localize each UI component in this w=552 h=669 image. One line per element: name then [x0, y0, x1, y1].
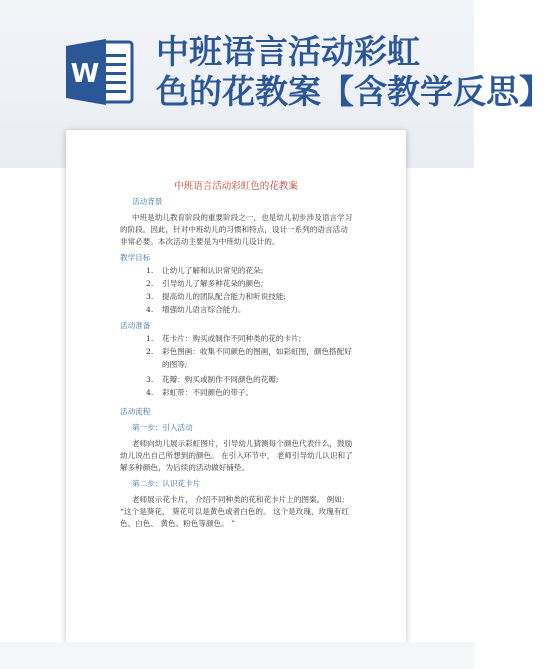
list-item: 让幼儿了解和认识常见的花朵; — [162, 266, 264, 275]
paragraph-line: 色、白色、 黄色、粉色等颜色。 ” — [120, 519, 236, 528]
banner-title-line-2: 色的花教案【含教学反思】 — [156, 72, 552, 111]
paragraph-line: 老师展示花卡片， 介绍不同种类的花和花卡片上的图案。 例如: — [132, 495, 345, 504]
paragraph-line: 的阶段。因此，针对中班幼儿的习惯和特点，设计一系列的语言活动 — [120, 225, 348, 234]
step-heading-2: 第二步：认识花卡片 — [132, 479, 201, 488]
svg-text:W: W — [70, 59, 100, 89]
list-number: 2. — [146, 347, 154, 356]
list-item: 彩色图画：收集不同颜色的图画，如彩虹图，颜色搭配好 — [162, 347, 352, 356]
list-item: 花瓣：购买或制作不同颜色的花瓣; — [162, 375, 279, 384]
page-bottom-edge — [0, 642, 474, 669]
banner-title-line-1: 中班语言活动彩虹 — [156, 32, 420, 71]
list-number: 4. — [146, 305, 154, 314]
word-document-icon — [64, 36, 136, 108]
list-item: 彩虹带：不同颜色的带子。 — [162, 388, 254, 397]
list-item: 增强幼儿语言综合能力。 — [162, 305, 246, 314]
section-heading-goals: 教学目标 — [120, 253, 151, 262]
list-number: 4. — [146, 388, 154, 397]
paragraph-line: “这个是葵花， 葵花可以是黄色或者白色的。 这个是玫瑰，玫瑰有红 — [120, 507, 349, 516]
section-heading-process: 活动流程 — [120, 407, 151, 416]
list-item: 花卡片：购买或制作不同种类的花的卡片; — [162, 334, 302, 343]
paragraph-line: 解多种颜色，为后续的活动做好铺垫。 — [120, 463, 250, 472]
list-item: 提高幼儿的团队配合能力和听说技能; — [162, 292, 287, 301]
document-page — [66, 130, 406, 642]
list-number: 2. — [146, 279, 154, 288]
list-item-continuation: 的图等; — [162, 360, 188, 369]
list-number: 1. — [146, 266, 154, 275]
list-item: 引导幼儿了解多种花朵的颜色; — [162, 279, 264, 288]
paragraph-line: 老师向幼儿展示彩虹图片，引导幼儿猜测每个颜色代表什么，鼓励 — [132, 439, 353, 448]
list-number: 3. — [146, 292, 154, 301]
paragraph-line: 幼儿说出自己所想到的颜色。 在引入环节中， 老师引导幼儿认识和了 — [120, 451, 353, 460]
paragraph-line: 中班是幼儿教育阶段的重要阶段之一，也是幼儿初步涉及语言学习 — [132, 213, 353, 222]
document-title: 中班语言活动彩虹色的花教案 — [174, 181, 298, 192]
section-heading-background: 活动背景 — [132, 197, 163, 206]
banner-title — [156, 32, 552, 124]
list-number: 1. — [146, 334, 154, 343]
step-heading-1: 第一步：引入活动 — [132, 423, 193, 432]
paragraph-line: 非常必要。本次活动主要是为中班幼儿设计的。 — [120, 237, 280, 246]
section-heading-preparation: 活动准备 — [120, 321, 151, 330]
list-number: 3. — [146, 375, 154, 384]
